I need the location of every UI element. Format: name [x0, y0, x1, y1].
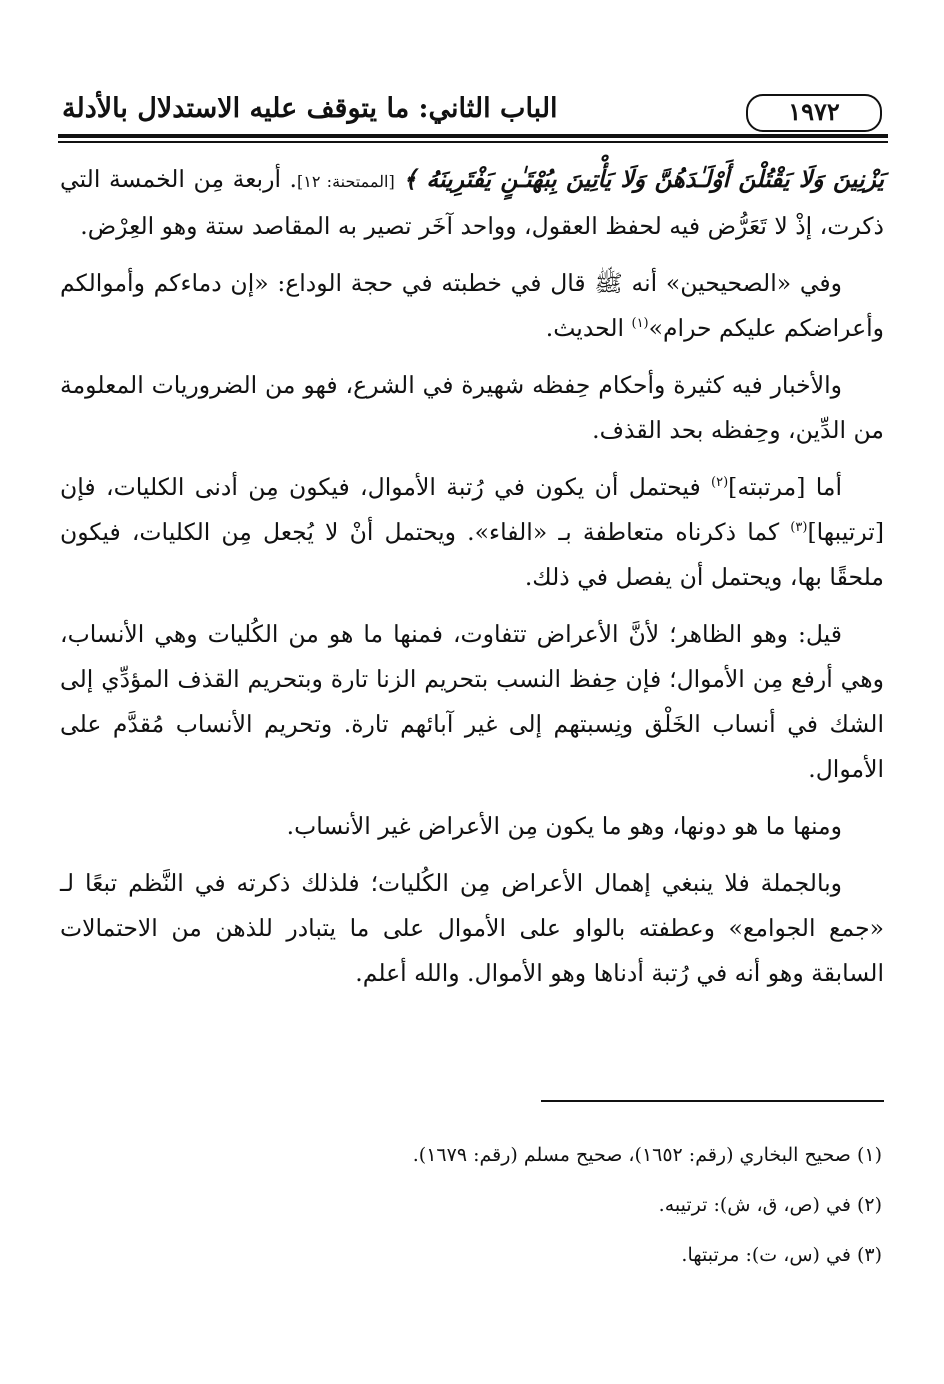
running-title: الباب الثاني: ما يتوقف عليه الاستدلال بالأدلة	[62, 93, 558, 124]
paragraph-4-text-c: كما ذكرناه متعاطفة بـ «الفاء». ويحتمل أنْ لا يُجعل مِن الكليات، فيكون ملحقًا بها، ويحتمل أن يفصل في ذلك.	[60, 518, 884, 591]
paragraph-5: قيل: وهو الظاهر؛ لأنَّ الأعراض تتفاوت، فمنها ما هو من الكُليات وهي الأنساب، وهي أرفع مِن الأموال؛ فإن حِفظ النسب بتحريم الزنا تارة وبتحريم القذف المؤدِّي إلى الشك في أنساب الخَلْق ونِسبتهم إلى غير آبائهم تارة. وتحريم الأنساب مُقدَّم على الأموال.	[60, 620, 884, 783]
body-text	[60, 157, 884, 1008]
footnote-ref-1[interactable]: (١)	[631, 316, 649, 332]
verse-citation: [الممتحنة: ١٢]	[297, 172, 395, 191]
page-header	[58, 88, 888, 134]
footnote-1: (١) صحيح البخاري (رقم: ١٦٥٢)، صحيح مسلم (رقم: ١٦٧٩).	[412, 1144, 882, 1166]
footnote-ref-3[interactable]: (٣)	[790, 520, 808, 536]
paragraph-4-text-b: فيحتمل أن يكون في رُتبة الأموال، فيكون مِن أدنى الكليات، فإن [ترتيبها]	[60, 473, 884, 546]
footnotes	[60, 1130, 882, 1280]
paragraph-1-text: . أربعة مِن الخمسة التي ذكرت، إذْ لا تَعَرُّض فيه لحفظ العقول، وواحد آخَر تصير به المقاصد ستة وهو العِرْض.	[60, 165, 884, 240]
paragraph-2-text-b: الحديث.	[545, 314, 632, 342]
paragraph-1	[60, 157, 884, 249]
footnote-2: (٢) في (ص، ق، ش): ترتيبه.	[658, 1194, 882, 1216]
paragraph-3: والأخبار فيه كثيرة وأحكام حِفظه شهيرة في الشرع، فهو من الضروريات المعلومة من الدِّين، وحِفظه بحد القذف.	[60, 371, 884, 444]
quran-verse: يَزْنِينَ وَلَا يَقْتُلْنَ أَوْلَـٰدَهُنَّ وَلَا يَأْتِينَ بِبُهْتَـٰنٍ يَفْتَرِينَهُ ﴾	[403, 165, 884, 193]
paragraph-2-text-a: وفي «الصحيحين» أنه ﷺ قال في خطبته في حجة الوداع: «إن دماءكم وأموالكم وأعراضكم عليكم حرام»	[60, 269, 884, 342]
footnote-3: (٣) في (س، ت): مرتبتها.	[681, 1244, 882, 1266]
paragraph-6: ومنها ما هو دونها، وهو ما يكون مِن الأعراض غير الأنساب.	[286, 812, 842, 840]
paragraph-7: وبالجملة فلا ينبغي إهمال الأعراض مِن الكُليات؛ فلذلك ذكرته في النَّظم تبعًا لـ «جمع الجوامع» وعطفته بالواو على الأموال على ما يتبادر للذهن من الاحتمالات السابقة وهو أنه في رُتبة أدناها وهو الأموال. والله أعلم.	[60, 869, 884, 987]
page-number: ١٩٧٢	[746, 94, 882, 132]
header-rule-thick	[58, 134, 888, 138]
header-rule-thin	[58, 141, 888, 143]
paragraph-4-text-a: أما [مرتبته]	[728, 473, 842, 501]
paragraph-4	[60, 465, 884, 600]
paragraph-2	[60, 261, 884, 351]
footnote-ref-2[interactable]: (٢)	[711, 475, 729, 491]
footnote-separator	[541, 1100, 884, 1102]
